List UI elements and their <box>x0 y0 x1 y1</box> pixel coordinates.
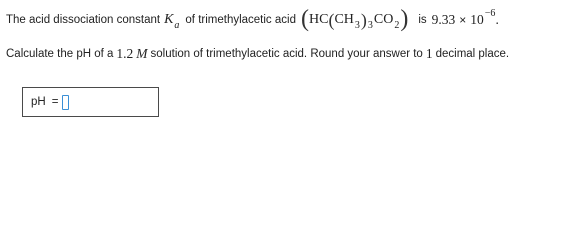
decimal-text: decimal place. <box>435 48 510 60</box>
ka-symbol <box>164 12 180 31</box>
is-text: is <box>418 14 427 26</box>
ph-answer-input[interactable] <box>62 95 69 110</box>
formula-sub-3a: 3 <box>354 19 360 31</box>
ka-subscript: a <box>174 20 180 31</box>
formula-inner-close-paren: ) <box>360 10 367 30</box>
equals-sign: = <box>51 96 59 108</box>
calc-text: Calculate the pH of a <box>6 48 114 60</box>
formula-part-ch: CH <box>334 12 354 27</box>
of-text: of trimethylacetic acid <box>185 14 296 26</box>
value-base: 10 <box>470 12 484 27</box>
formula-sub-3b: 3 <box>367 19 373 31</box>
period: . <box>495 12 499 27</box>
chemical-formula <box>301 8 408 32</box>
value-exponent: −6 <box>484 7 496 19</box>
concentration-value: 1.2 <box>116 46 134 61</box>
formula-inner-open-paren: ( <box>328 10 335 30</box>
decimal-count: 1 <box>425 46 433 61</box>
question-line-1 <box>6 4 499 36</box>
value-mantissa: 9.33 <box>431 12 456 27</box>
molar-unit: M <box>136 46 148 61</box>
ph-label: pH <box>31 96 46 108</box>
times-symbol: × <box>459 13 467 27</box>
formula-part-co: CO <box>373 12 394 27</box>
ka-value <box>418 7 499 28</box>
ka-letter: K <box>164 12 174 27</box>
answer-box <box>22 87 159 117</box>
intro-text: The acid dissociation constant <box>6 14 161 26</box>
solution-text: solution of trimethylacetic acid. Round your answer to <box>150 48 423 60</box>
formula-sub-2: 2 <box>394 19 400 31</box>
formula-close-paren: ) <box>400 6 409 32</box>
question-line-2 <box>6 45 509 63</box>
formula-open-paren: ( <box>300 6 309 32</box>
formula-part-hc: HC <box>308 12 329 27</box>
